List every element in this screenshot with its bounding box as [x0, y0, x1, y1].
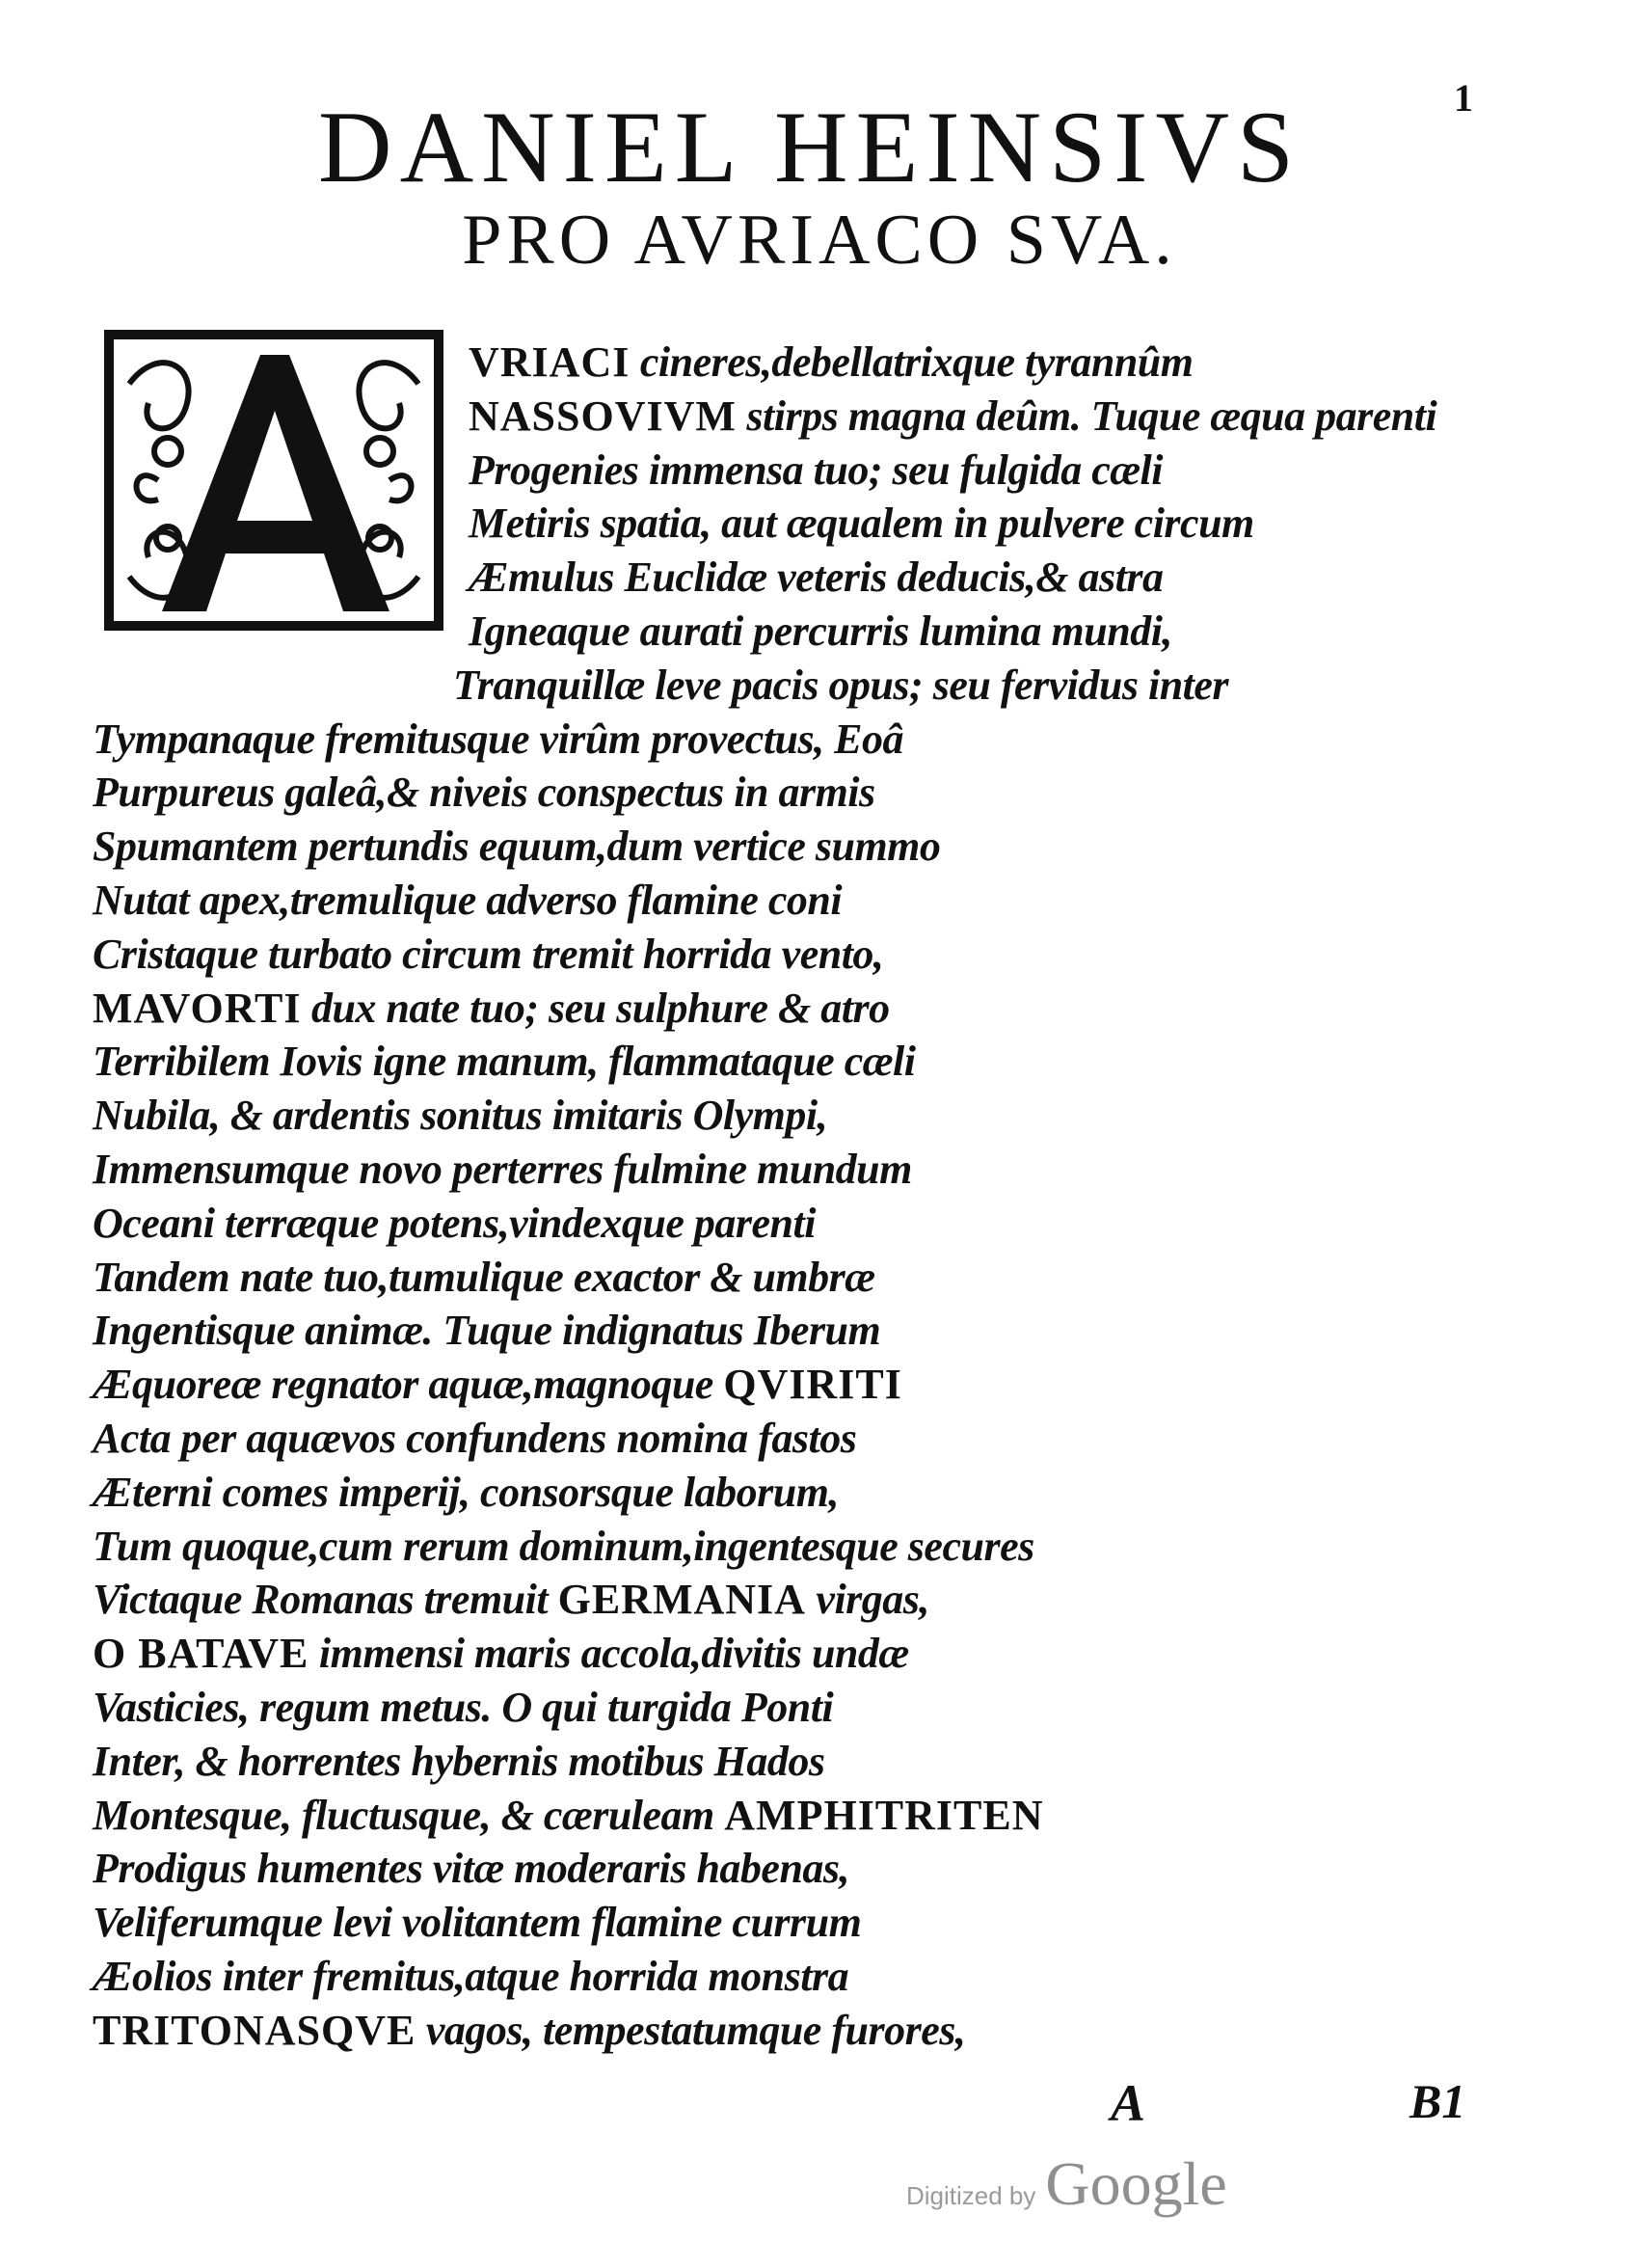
decorated-initial — [100, 326, 447, 634]
poem-line — [93, 1738, 825, 1785]
poem-line — [93, 1684, 834, 1731]
poem-line — [93, 1202, 816, 1245]
poem-text: stirps magna deûm. Tuque æqua parenti — [736, 392, 1437, 440]
poem-line — [93, 1469, 839, 1516]
poem-text: Tandem nate tuo,tumulique exactor & umbræ — [93, 1254, 875, 1301]
poem-line — [93, 1361, 902, 1408]
poem-text: Nubila, & ardentis sonitus imitaris Olympi, — [93, 1092, 828, 1139]
digitized-watermark — [906, 2148, 1227, 2220]
poem-text: cineres,debellatrixque tyrannûm — [630, 338, 1194, 386]
poem-text: vagos, tempestatumque furores, — [416, 2007, 966, 2054]
poem-caps: GERMANIA — [557, 1576, 806, 1623]
poem-text: immensi maris accola,divitis undæ — [309, 1630, 909, 1677]
poem-caps: NASSOVIVM — [469, 392, 737, 440]
title-line-2: PRO AVRIACO SVA. — [462, 201, 1177, 280]
poem-text: Acta per aquævos confundens nomina fastos — [93, 1415, 857, 1462]
poem-text: Prodigus humentes vitæ moderaris habenas, — [93, 1845, 850, 1892]
poem-line — [93, 2007, 966, 2054]
poem-caps: AMPHITRITEN — [724, 1792, 1044, 1839]
poem-line — [469, 502, 1254, 545]
poem-line — [93, 1576, 929, 1623]
google-logo: Google — [1045, 2149, 1227, 2218]
title-line-1: DANIEL HEINSIVS — [318, 91, 1302, 203]
poem-caps: QVIRITI — [723, 1361, 902, 1408]
poem-text: virgas, — [805, 1576, 929, 1623]
poem-text: Tympanaque fremitusque virûm provectus, Eoâ — [93, 716, 903, 763]
poem-text: Metiris spatia, aut æqualem in pulvere circum — [469, 500, 1254, 547]
poem-line — [93, 1256, 875, 1299]
catchword: A — [1111, 2074, 1146, 2132]
poem-line — [93, 1792, 1044, 1839]
poem-line — [93, 1953, 849, 2000]
ornament-initial-icon — [100, 326, 447, 634]
poem-text: Æterni comes imperij, consorsque laborum, — [93, 1469, 839, 1516]
poem-text: Cristaque turbato circum tremit horrida vento, — [93, 931, 884, 978]
poem-text: Æquoreæ regnator aquæ,magnoque — [93, 1361, 724, 1408]
page-number: 1 — [1454, 76, 1473, 120]
poem-line — [93, 1523, 1034, 1570]
signature-mark: B1 — [1409, 2074, 1466, 2128]
poem-line — [93, 933, 883, 976]
poem-line — [93, 1899, 862, 1946]
poem-text: Terribilem Iovis igne manum, flammataque cæli — [93, 1038, 916, 1085]
poem-line — [93, 879, 842, 922]
poem-line — [93, 771, 875, 814]
poem-text: Tum quoque,cum rerum dominum,ingentesque secures — [93, 1523, 1034, 1570]
poem-line — [93, 825, 940, 868]
poem-text: dux nate tuo; seu sulphure & atro — [301, 985, 890, 1032]
poem-text: Æmulus Euclidæ veteris deducis,& astra — [469, 554, 1164, 601]
poem-text: Montesque, fluctusque, & cæruleam — [93, 1792, 725, 1839]
poem-line — [93, 718, 903, 761]
poem-text: Victaque Romanas tremuit — [93, 1576, 558, 1623]
poem-line — [93, 1148, 912, 1191]
poem-line — [93, 1094, 827, 1137]
poem-text: Oceani terræque potens,vindexque parenti — [93, 1200, 816, 1247]
poem-text: Ingentisque animæ. Tuque indignatus Iberum — [93, 1307, 881, 1354]
poem-caps: MAVORTI — [93, 985, 302, 1032]
poem-text: Æolios inter fremitus,atque horrida monstra — [93, 1953, 849, 2000]
poem-line — [469, 338, 1194, 386]
poem-line — [469, 556, 1163, 599]
poem-line — [469, 610, 1172, 653]
poem-text: Spumantem pertundis equum,dum vertice summo — [93, 823, 941, 870]
poem-line — [93, 987, 890, 1030]
poem-text: Vasticies, regum metus. O qui turgida Ponti — [93, 1684, 834, 1731]
poem-text: Immensumque novo perterres fulmine mundum — [93, 1146, 912, 1193]
poem-text: Purpureus galeâ,& niveis conspectus in armis — [93, 769, 875, 816]
poem-line — [469, 392, 1437, 440]
poem-text: Nutat apex,tremulique adverso flamine coni — [93, 877, 843, 924]
poem-caps: TRITONASQVE — [93, 2007, 416, 2054]
poem-caps: VRIACI — [469, 338, 631, 386]
poem-line — [93, 1630, 909, 1677]
poem-line — [93, 1040, 915, 1083]
poem-text: Inter, & horrentes hybernis motibus Hados — [93, 1738, 825, 1785]
poem-line — [93, 1845, 850, 1892]
poem-caps: O BATAVE — [93, 1630, 309, 1677]
poem-text: Veliferumque levi volitantem flamine currum — [93, 1899, 862, 1946]
poem-line — [93, 1307, 881, 1354]
poem-text: Igneaque aurati percurris lumina mundi, — [469, 608, 1172, 655]
poem-text: Tranquillæ leve pacis opus; seu fervidus inter — [453, 662, 1229, 709]
poem-text: Progenies immensa tuo; seu fulgida cæli — [469, 446, 1163, 494]
digitized-by-text: Digitized by — [906, 2181, 1036, 2210]
poem-line — [453, 664, 1228, 707]
poem-line — [469, 446, 1163, 494]
poem-line — [93, 1415, 857, 1462]
